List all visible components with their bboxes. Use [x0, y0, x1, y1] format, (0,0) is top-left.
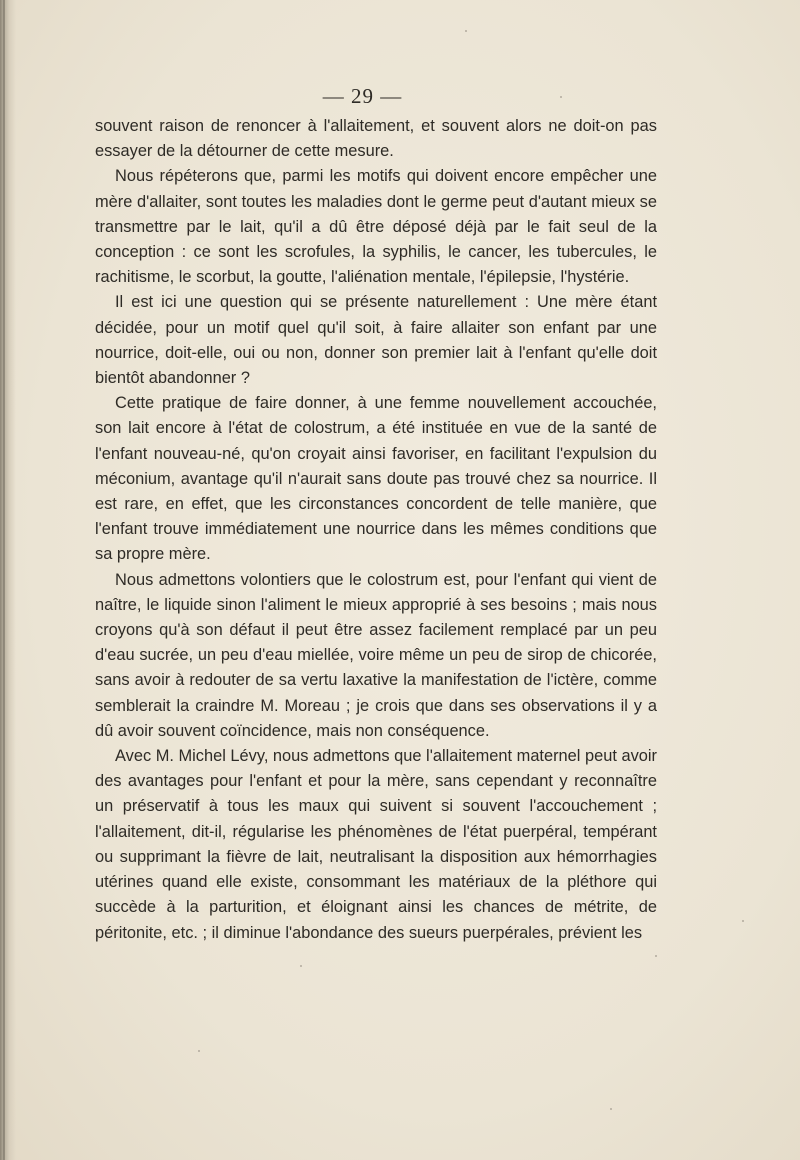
paper-speck: [560, 96, 562, 98]
paper-speck: [465, 30, 467, 32]
paper-speck: [610, 1108, 612, 1110]
body-text: [95, 114, 657, 946]
page-number: — 29 —: [322, 84, 403, 108]
paper-speck: [198, 1050, 200, 1052]
paragraph: Avec M. Michel Lévy, nous admettons que l'allaitement maternel peut avoir des avantages pour l'enfant et pour la mère, sans cependant y reconnaître un préservatif à tous les maux qui suivent si souvent l'accouchement ; l'allaitement, dit-il, régularise les phénomènes de l'état puerpéral, tempérant ou supprimant la fièvre de lait, neutralisant la disposition aux hémorrhagies utérines quand elle existe, consommant les matériaux de la pléthore qui succède à la parturition, et éloignant ainsi les chances de métrite, de péritonite, etc. ; il diminue l'abondance des sueurs puerpérales, prévient les: [95, 747, 657, 942]
paragraph: Nous admettons volontiers que le colostrum est, pour l'enfant qui vient de naître, le liquide sinon l'aliment le mieux approprié à ses besoins ; mais nous croyons qu'à son défaut il peut être assez facilement remplacé par un peu d'eau sucrée, un peu d'eau miellée, voire même un peu de sirop de chicorée, sans avoir à redouter de sa vertu laxative la manifestation de l'ictère, comme semblerait la craindre M. Moreau ; je crois que dans ses observations il y a dû avoir souvent coïncidence, mais non conséquence.: [95, 570, 657, 740]
paragraph: Cette pratique de faire donner, à une femme nouvellement accouchée, son lait encore à l'état de colostrum, a été instituée en vue de la santé de l'enfant nouveau-né, qu'on croyait ainsi favoriser, en facilitant l'expulsion du méconium, avantage qu'il n'aurait sans doute pas trouvé chez sa nourrice. Il est rare, en effet, que les circonstances concordent de telle manière, que l'enfant trouve immédiatement une nourrice dans les mêmes conditions que sa propre mère.: [95, 394, 657, 564]
paper-speck: [655, 955, 657, 957]
paper-speck: [742, 920, 744, 922]
paper-speck: [300, 965, 302, 967]
paragraph: souvent raison de renoncer à l'allaitement, et souvent alors ne doit-on pas essayer de la détourner de cette mesure.: [95, 117, 657, 161]
page-edge: [3, 0, 5, 1160]
paragraph: Nous répéterons que, parmi les motifs qui doivent encore empêcher une mère d'allaiter, sont toutes les maladies dont le germe peut d'autant mieux se transmettre par le lait, qu'il a dû être déposé déjà par le fait seul de la conception : ce sont les scrofules, la syphilis, le cancer, les tubercules, le rachitisme, le scorbut, la goutte, l'aliénation mentale, l'épilepsie, l'hystérie.: [95, 167, 657, 287]
paragraph: Il est ici une question qui se présente naturellement : Une mère étant décidée, pour un motif quel qu'il soit, à faire allaiter son enfant par une nourrice, doit-elle, oui ou non, donner son premier lait à l'enfant qu'elle doit bientôt abandonner ?: [95, 293, 657, 388]
